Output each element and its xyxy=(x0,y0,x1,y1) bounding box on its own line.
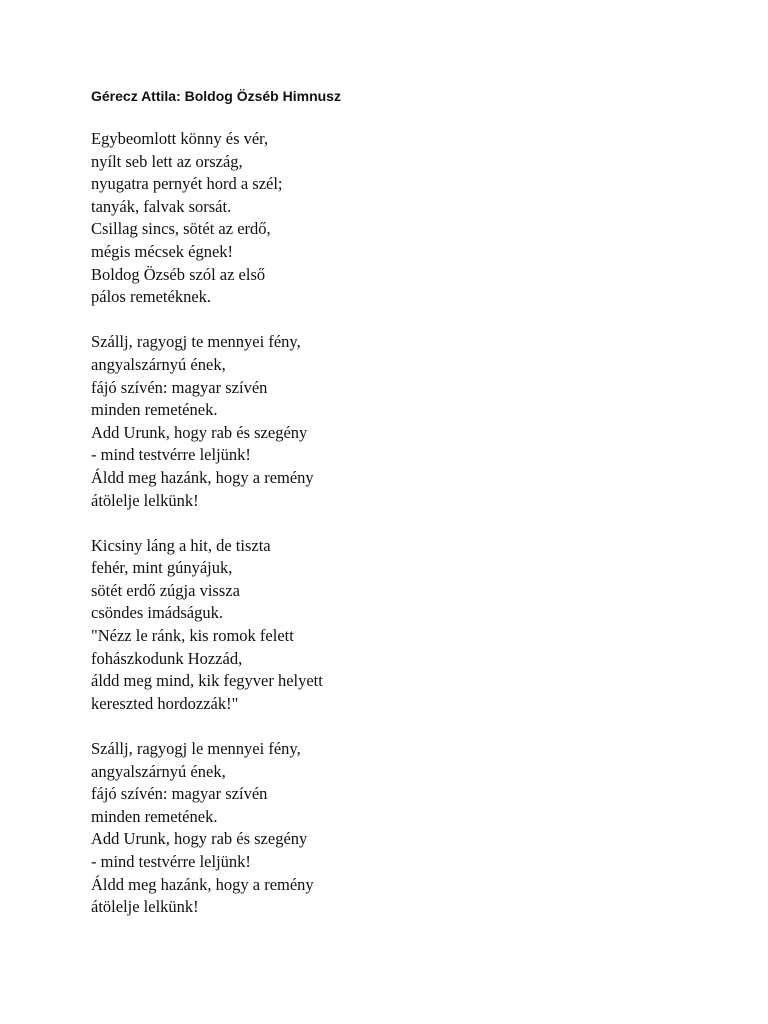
stanza-1 xyxy=(91,128,323,309)
poem-line: Áldd meg hazánk, hogy a remény xyxy=(91,874,314,894)
poem-line: fájó szívén: magyar szívén xyxy=(91,377,268,397)
poem-line: Kicsiny láng a hit, de tiszta xyxy=(91,535,271,555)
poem-line: átölelje lelkünk! xyxy=(91,897,199,917)
poem-line: angyalszárnyú ének, xyxy=(91,354,226,374)
poem-line: Add Urunk, hogy rab és szegény xyxy=(91,829,308,849)
poem-line: áldd meg mind, kik fegyver helyett xyxy=(91,671,323,691)
document-title: Gérecz Attila: Boldog Özséb Himnusz xyxy=(91,88,341,104)
poem-line: Szállj, ragyogj le mennyei fény, xyxy=(91,739,301,759)
poem-line: - mind testvérre leljünk! xyxy=(91,852,251,871)
poem-line: Add Urunk, hogy rab és szegény xyxy=(91,422,308,442)
poem-line: Boldog Özséb szól az első xyxy=(91,264,266,284)
poem-line: átölelje lelkünk! xyxy=(91,490,199,510)
stanza-2 xyxy=(91,331,323,512)
poem-line: minden remetének. xyxy=(91,400,218,420)
poem-line: nyílt seb lett az ország, xyxy=(91,151,243,171)
stanza-4 xyxy=(91,738,323,919)
poem-line: Egybeomlott könny és vér, xyxy=(91,129,269,148)
poem-line: fehér, mint gúnyájuk, xyxy=(91,558,233,578)
poem-line: fohászkodunk Hozzád, xyxy=(91,648,243,668)
poem-line: nyugatra pernyét hord a szél; xyxy=(91,174,283,194)
poem-line: kereszted hordozzák!" xyxy=(91,693,239,713)
poem-line: fájó szívén: magyar szívén xyxy=(91,784,268,804)
poem-line: tanyák, falvak sorsát. xyxy=(91,196,232,216)
poem-line: sötét erdő zúgja vissza xyxy=(91,580,240,600)
stanza-3 xyxy=(91,535,323,716)
poem-line: Áldd meg hazánk, hogy a remény xyxy=(91,467,314,487)
poem-body xyxy=(91,128,323,941)
poem-line: minden remetének. xyxy=(91,806,218,826)
poem-line: "Nézz le ránk, kis romok felett xyxy=(91,626,294,646)
poem-line: - mind testvérre leljünk! xyxy=(91,445,251,465)
poem-line: Csillag sincs, sötét az erdő, xyxy=(91,219,271,239)
poem-line: angyalszárnyú ének, xyxy=(91,761,226,781)
poem-line: csöndes imádságuk. xyxy=(91,603,223,623)
poem-line: mégis mécsek égnek! xyxy=(91,241,234,261)
poem-line: Szállj, ragyogj te mennyei fény, xyxy=(91,332,301,352)
poem-line: pálos remetéknek. xyxy=(91,287,212,307)
